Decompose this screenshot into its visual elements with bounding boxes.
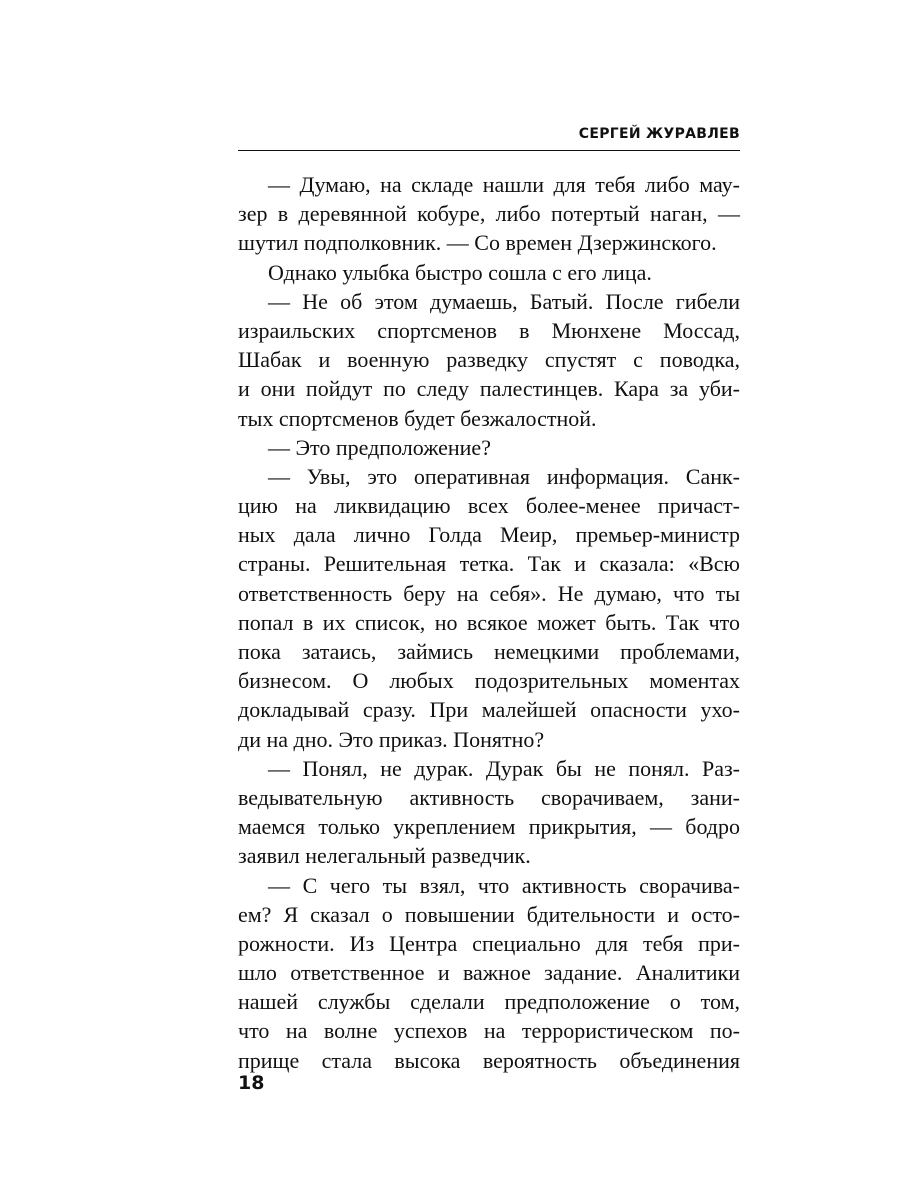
text-line: ем? Я сказал о повышении бдительности и осто- — [238, 901, 740, 927]
text-line: — Понял, не дурак. Дурак бы не понял. Раз- — [268, 755, 740, 781]
header-rule — [238, 150, 740, 151]
text-line: Однако улыбка быстро сошла с его лица. — [268, 259, 652, 285]
text-line: шутил подполковник. — Со времен Дзержинского. — [238, 230, 717, 256]
text-line: пока затаись, займись немецкими проблемами, — [238, 639, 740, 664]
text-line: заявил нелегальный разведчик. — [238, 843, 531, 869]
text-line: ди на дно. Это приказ. Понятно? — [238, 726, 545, 752]
text-line: цию на ликвидацию всех более-менее причаст- — [238, 493, 740, 519]
text-line: зер в деревянной кобуре, либо потертый наган, — — [238, 201, 740, 227]
page-number: 18 — [238, 1072, 265, 1094]
text-line: страны. Решительная тетка. Так и сказала: «Всю — [238, 551, 740, 577]
text-line: докладывай сразу. При малейшей опасности ухо- — [238, 697, 740, 723]
text-line: тых спортсменов будет безжалостной. — [238, 405, 597, 431]
page-body — [238, 170, 740, 1075]
text-line: прище стала высока вероятность объединения — [238, 1047, 740, 1073]
text-line: рожности. Из Центра специально для тебя при- — [238, 930, 740, 956]
running-head-author: СЕРГЕЙ ЖУРАВЛЕВ — [578, 126, 740, 142]
text-line: ответственность беру на себя». Не думаю, что ты — [238, 580, 740, 606]
text-line: — С чего ты взял, что активность сворачива- — [268, 872, 740, 898]
text-line: бизнесом. О любых подозрительных моментах — [238, 668, 740, 694]
text-line: — Это предположение? — [268, 434, 491, 460]
text-line: и они пойдут по следу палестинцев. Кара за уби- — [238, 376, 740, 402]
text-line: маемся только укреплением прикрытия, — бодро — [238, 814, 740, 840]
text-line: шло ответственное и важное задание. Аналитики — [238, 960, 740, 986]
text-line: попал в их список, но всякое может быть. Так что — [238, 609, 740, 635]
text-line: нашей службы сделали предположение о том, — [238, 989, 740, 1015]
text-line: израильских спортсменов в Мюнхене Моссад, — [238, 317, 740, 343]
text-line: что на волне успехов на террористическом по- — [238, 1018, 740, 1044]
text-line: Шабак и военную разведку спустят с поводка, — [238, 347, 740, 373]
text-line: — Не об этом думаешь, Батый. После гибели — [268, 288, 740, 314]
text-line: ведывательную активность сворачиваем, зани- — [238, 784, 740, 810]
text-line: ных дала лично Голда Меир, премьер-министр — [238, 522, 740, 548]
text-line: — Думаю, на складе нашли для тебя либо мау- — [268, 172, 740, 197]
text-line: — Увы, это оперативная информация. Санк- — [268, 463, 740, 489]
